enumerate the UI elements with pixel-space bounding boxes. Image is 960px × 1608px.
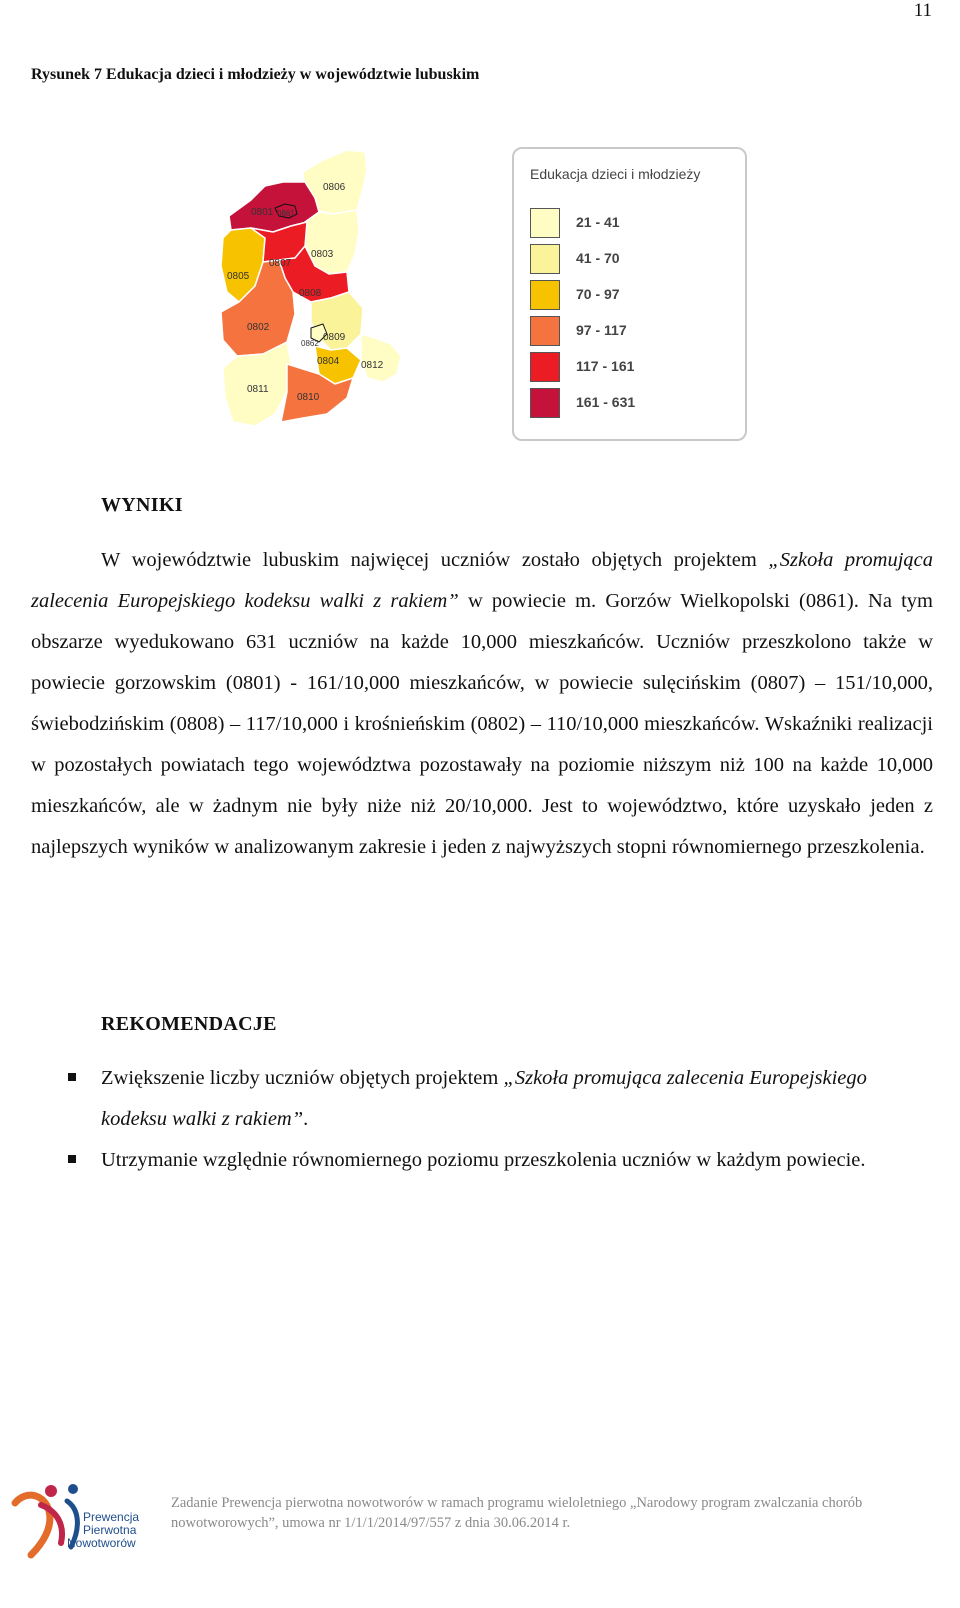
legend-label: 161 - 631 (576, 394, 636, 410)
legend-swatch (530, 244, 560, 274)
bullet-icon (68, 1155, 76, 1163)
map-legend (512, 147, 747, 441)
legend-label: 41 - 70 (576, 250, 620, 266)
legend-item (530, 244, 730, 276)
list-item (60, 1058, 900, 1140)
prewencja-logo (5, 1481, 155, 1561)
rec2-text: Utrzymanie względnie równomiernego poziomu przeszkolenia uczniów w każdym powiecie. (101, 1149, 866, 1171)
rec1-text: Zwiększenie liczby uczniów objętych projektem (101, 1067, 504, 1089)
legend-label: 70 - 97 (576, 286, 620, 302)
legend-swatch (530, 208, 560, 238)
legend-swatch (530, 280, 560, 310)
project-name-italic: „Szkoła promująca zalecenia Europejskiego kodeksu walki z rakiem” (31, 549, 933, 612)
map-label-0808: 0808 (299, 288, 322, 299)
recommendations-list (60, 1058, 900, 1181)
results-paragraph (31, 540, 933, 868)
legend-label: 21 - 41 (576, 214, 620, 230)
list-item (60, 1140, 900, 1181)
legend-item (530, 388, 730, 420)
rec1-italic: „Szkoła promująca zalecenia Europejskiego kodeksu walki z rakiem” (101, 1067, 867, 1130)
logo-text-2: Pierwotna (83, 1523, 137, 1537)
legend-label: 117 - 161 (576, 358, 635, 374)
logo-text-1: Prewencja (83, 1510, 140, 1524)
rec1-end: . (303, 1108, 309, 1130)
map-label-0802: 0802 (247, 322, 270, 333)
results-text-part1: W województwie lubuskim najwięcej uczniów zostało objętych projektem (101, 549, 769, 571)
bullet-icon (68, 1073, 76, 1081)
map-label-0806: 0806 (323, 182, 346, 193)
map-label-0862: 0862 (301, 339, 319, 348)
footer-text: Zadanie Prewencja pierwotna nowotworów w ramach programu wieloletniego „Narodowy program zwalczania chorób nowotworowych”, umowa nr 1/1/1/2014/97/557 z dnia 30.06.2014 r. (171, 1495, 863, 1531)
region-0812 (361, 334, 401, 382)
map-label-0803: 0803 (311, 249, 334, 260)
map-label-0812: 0812 (361, 360, 384, 371)
legend-title: Edukacja dzieci i młodzieży (530, 166, 701, 182)
map-label-0811: 0811 (247, 384, 269, 395)
map-label-0805: 0805 (227, 271, 250, 282)
legend-swatch (530, 352, 560, 382)
map-label-0807: 0807 (269, 258, 292, 269)
legend-item (530, 208, 730, 240)
page-number: 11 (913, 0, 932, 21)
map-label-0809: 0809 (323, 332, 346, 343)
logo-text-3: Nowotworów (67, 1536, 136, 1550)
figure-caption: Rysunek 7 Edukacja dzieci i młodzieży w województwie lubuskim (31, 66, 480, 83)
legend-item (530, 316, 730, 348)
legend-swatch (530, 316, 560, 346)
map-label-0861: 0861 (277, 209, 295, 218)
recommendations-heading: REKOMENDACJE (101, 1013, 277, 1035)
legend-swatch (530, 388, 560, 418)
lubuskie-county-map (215, 142, 415, 434)
results-text-part2: w powiecie m. Gorzów Wielkopolski (0861). Na tym obszarze wyedukowano 631 uczniów na każde 10,000 mieszkańców. Uczniów przeszkolono także w powiecie gorzowskim (0801) - 161/10,000 mieszkańców, w powiecie sulęcińskim (0807) – 151/10,000, świebodzińskim (0808) – 117/10,000 i krośnieńskim (0802) – 110/10,000 mieszkańców. Wskaźniki realizacji w pozostałych powiatach tego województwa pozostawały na poziomie niższym niż 100 na każde 10,000 mieszkańców, ale w żadnym nie były niże niż 20/10,000. Jest to województwo, które uzyskało jeden z najlepszych wyników w analizowanym zakresie i jeden z najwyższych stopni równomiernego przeszkolenia. (31, 590, 933, 858)
legend-item (530, 280, 730, 312)
legend-item (530, 352, 730, 384)
legend-label: 97 - 117 (576, 322, 627, 338)
map-label-0810: 0810 (297, 392, 320, 403)
results-heading: WYNIKI (101, 494, 183, 516)
map-label-0804: 0804 (317, 356, 340, 367)
map-label-0801: 0801 (251, 207, 274, 218)
